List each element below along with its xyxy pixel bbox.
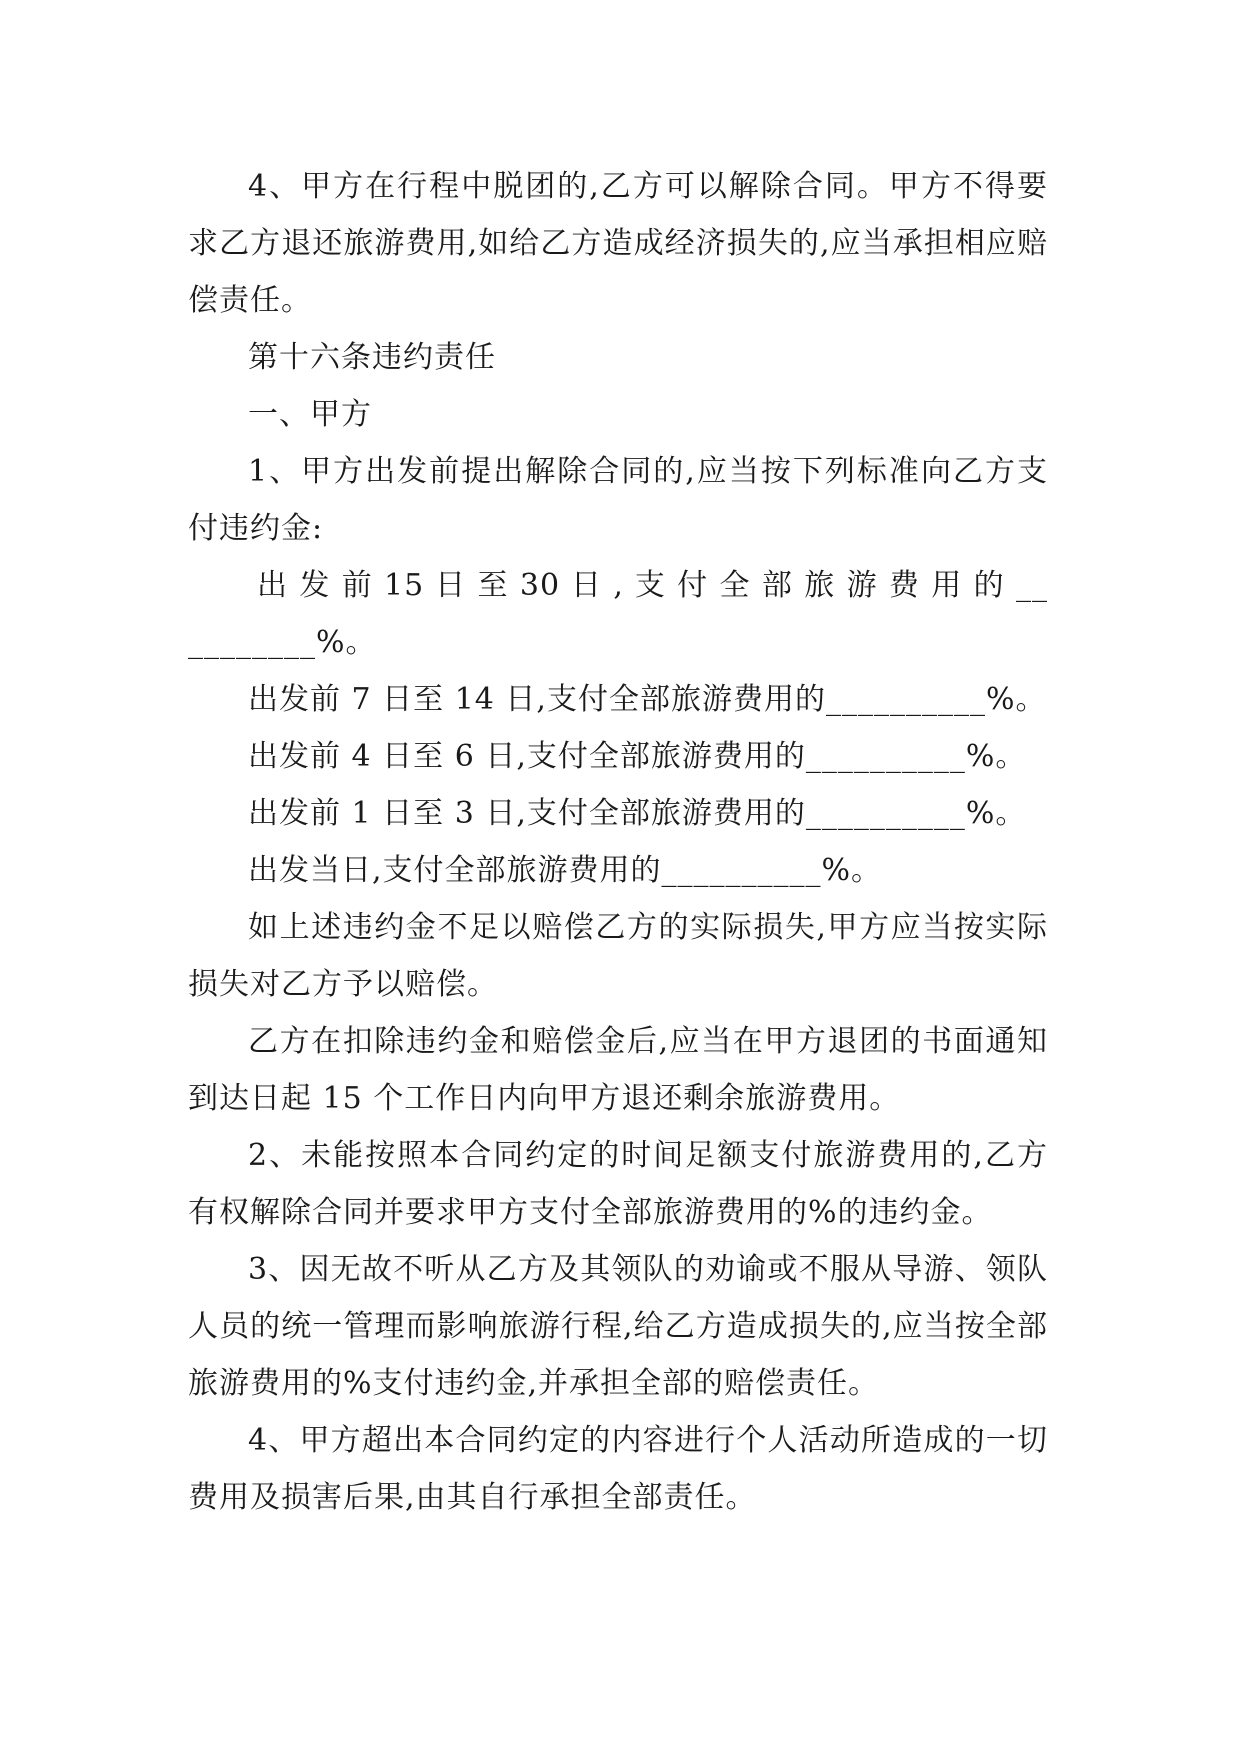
paragraph-refund-remaining: 乙方在扣除违约金和赔偿金后,应当在甲方退团的书面通知到达日起 15 个工作日内向甲方退还剩余旅游费用。 xyxy=(188,1024,1048,1116)
penalty-item-15-30-days: 出 发 前 15 日 至 30 日 , 支 付 全 部 旅 游 费 用 的 __________%。 xyxy=(188,568,1048,660)
paragraph-clause-3-disobey: 3、因无故不听从乙方及其领队的劝谕或不服从导游、领队人员的统一管理而影响旅游行程,给乙方造成损失的,应当按全部旅游费用的%支付违约金,并承担全部的赔偿责任。 xyxy=(188,1252,1048,1401)
section-party-a-heading: 一、甲方 xyxy=(248,397,372,432)
penalty-item-7-14-days: 出发前 7 日至 14 日,支付全部旅游费用的__________%。 xyxy=(248,682,1047,717)
article-16-heading: 第十六条违约责任 xyxy=(248,340,496,375)
document-body xyxy=(188,158,1048,1526)
penalty-item-4-6-days: 出发前 4 日至 6 日,支付全部旅游费用的__________%。 xyxy=(248,739,1027,774)
paragraph-clause-4-leave-group: 4、甲方在行程中脱团的,乙方可以解除合同。甲方不得要求乙方退还旅游费用,如给乙方造成经济损失的,应当承担相应赔偿责任。 xyxy=(188,169,1048,318)
paragraph-clause-2-payment: 2、未能按照本合同约定的时间足额支付旅游费用的,乙方有权解除合同并要求甲方支付全部旅游费用的%的违约金。 xyxy=(188,1138,1048,1230)
paragraph-actual-loss: 如上述违约金不足以赔偿乙方的实际损失,甲方应当按实际损失对乙方予以赔偿。 xyxy=(188,910,1048,1002)
paragraph-clause-1-cancellation: 1、甲方出发前提出解除合同的,应当按下列标准向乙方支付违约金: xyxy=(188,454,1048,546)
penalty-item-departure-day: 出发当日,支付全部旅游费用的__________%。 xyxy=(248,853,883,888)
paragraph-clause-4-personal-activity: 4、甲方超出本合同约定的内容进行个人活动所造成的一切费用及损害后果,由其自行承担全部责任。 xyxy=(188,1423,1048,1515)
penalty-item-1-3-days: 出发前 1 日至 3 日,支付全部旅游费用的__________%。 xyxy=(248,796,1027,831)
